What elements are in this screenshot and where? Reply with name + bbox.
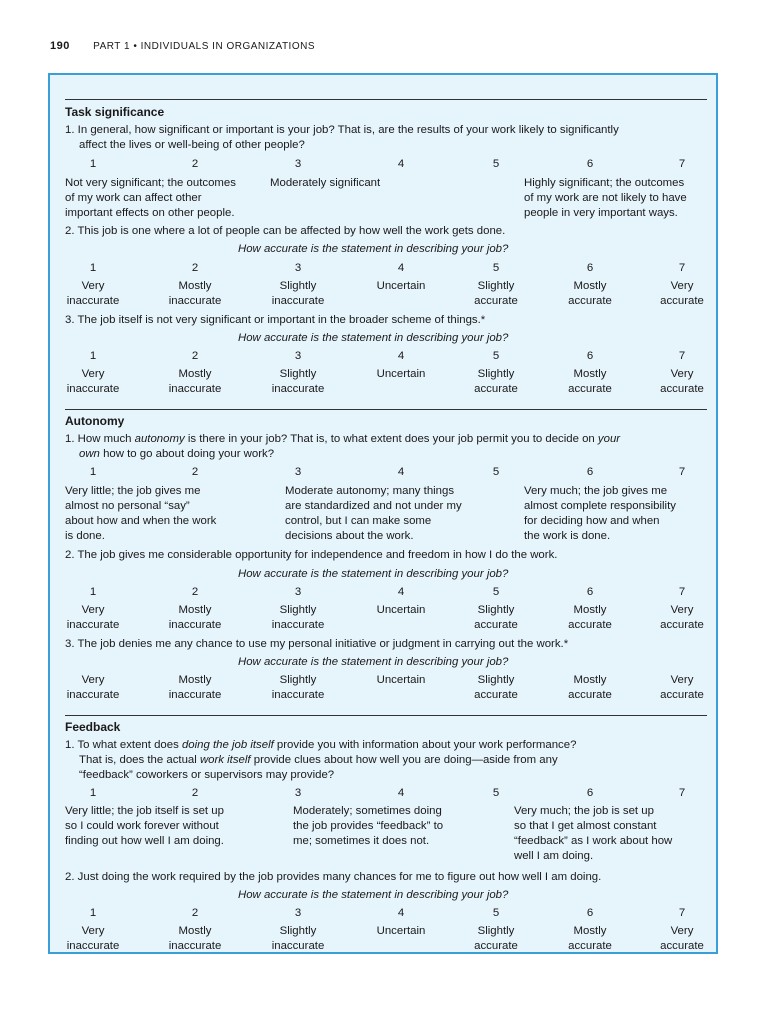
accuracy-label: Uncertain: [376, 925, 426, 937]
accuracy-prompt: How accurate is the statement in describing your job?: [238, 889, 509, 901]
accuracy-label: Mostly: [573, 368, 607, 380]
scale-number: 6: [586, 907, 594, 919]
scale-number: 4: [397, 262, 405, 274]
question-text: own how to go about doing your work?: [79, 448, 275, 460]
accuracy-label: Uncertain: [376, 674, 426, 686]
scale-number: 6: [586, 466, 594, 478]
scale-number: 3: [294, 350, 302, 362]
accuracy-label: accurate: [660, 295, 704, 307]
anchor-right: Very much; the job is set up so that I get almost constant “feedback” as I work about how well I am doing.: [514, 805, 673, 862]
scale-number: 1: [89, 350, 97, 362]
accuracy-label: accurate: [660, 940, 704, 952]
scale-number: 4: [397, 907, 405, 919]
accuracy-label: Very: [81, 674, 105, 686]
scale-number: 7: [678, 158, 686, 170]
scale-number: 4: [397, 586, 405, 598]
scale-number: 1: [89, 466, 97, 478]
anchor-middle: Moderate autonomy; many things are standardized and not under my control, but I can make some decisions about the work.: [285, 485, 462, 542]
accuracy-label: Very: [81, 368, 105, 380]
accuracy-label: inaccurate: [168, 940, 222, 952]
accuracy-label: accurate: [660, 619, 704, 631]
scale-number: 1: [89, 586, 97, 598]
scale-number: 2: [191, 466, 199, 478]
accuracy-label: inaccurate: [66, 295, 120, 307]
accuracy-label: Slightly: [477, 925, 515, 937]
accuracy-label: Slightly: [477, 368, 515, 380]
scale-number: 6: [586, 350, 594, 362]
accuracy-label: Mostly: [178, 280, 212, 292]
part-title: PART 1 • INDIVIDUALS IN ORGANIZATIONS: [93, 41, 315, 52]
accuracy-label: inaccurate: [168, 689, 222, 701]
scale-number: 3: [294, 262, 302, 274]
accuracy-label: Uncertain: [376, 280, 426, 292]
accuracy-label: Very: [81, 925, 105, 937]
accuracy-label: inaccurate: [168, 619, 222, 631]
scale-number: 2: [191, 350, 199, 362]
accuracy-label: accurate: [568, 619, 612, 631]
scale-number: 3: [294, 907, 302, 919]
scale-number: 3: [294, 787, 302, 799]
accuracy-label: Slightly: [477, 280, 515, 292]
section-divider: [65, 715, 707, 716]
accuracy-label: Very: [81, 280, 105, 292]
question-text: 3. The job denies me any chance to use my personal initiative or judgment in carrying out the work.*: [65, 638, 569, 650]
accuracy-label: Slightly: [477, 604, 515, 616]
accuracy-label: accurate: [568, 295, 612, 307]
scale-number: 7: [678, 350, 686, 362]
accuracy-label: Very: [670, 925, 694, 937]
accuracy-label: Mostly: [178, 674, 212, 686]
accuracy-label: Uncertain: [376, 604, 426, 616]
scale-number: 6: [586, 586, 594, 598]
scale-number: 4: [397, 158, 405, 170]
accuracy-label: accurate: [660, 689, 704, 701]
accuracy-label: Slightly: [279, 368, 317, 380]
accuracy-label: accurate: [568, 689, 612, 701]
scale-number: 4: [397, 466, 405, 478]
section-heading-autonomy: Autonomy: [65, 414, 125, 428]
scale-number: 4: [397, 787, 405, 799]
question-text: 3. The job itself is not very significant or important in the broader scheme of things.*: [65, 314, 486, 326]
scale-number: 5: [492, 787, 500, 799]
scale-number: 5: [492, 350, 500, 362]
anchor-middle: Moderately significant: [270, 177, 381, 189]
accuracy-label: accurate: [474, 940, 518, 952]
section-heading-feedback: Feedback: [65, 720, 121, 734]
scale-number: 5: [492, 907, 500, 919]
questionnaire-box: [48, 73, 718, 954]
scale-number: 5: [492, 466, 500, 478]
scale-number: 3: [294, 466, 302, 478]
accuracy-label: accurate: [474, 295, 518, 307]
scale-number: 5: [492, 262, 500, 274]
accuracy-label: inaccurate: [271, 383, 325, 395]
accuracy-label: Mostly: [573, 674, 607, 686]
accuracy-label: Mostly: [178, 368, 212, 380]
scale-number: 6: [586, 158, 594, 170]
scale-number: 7: [678, 586, 686, 598]
accuracy-label: Mostly: [573, 925, 607, 937]
accuracy-prompt: How accurate is the statement in describing your job?: [238, 656, 509, 668]
scale-number: 6: [586, 787, 594, 799]
accuracy-label: accurate: [474, 619, 518, 631]
section-heading-task-significance: Task significance: [65, 105, 165, 119]
question-text: 1. To what extent does doing the job itself provide you with information about your work performance?: [65, 739, 577, 751]
section-divider: [65, 99, 707, 100]
accuracy-prompt: How accurate is the statement in describing your job?: [238, 243, 509, 255]
accuracy-label: inaccurate: [271, 940, 325, 952]
scale-number: 7: [678, 787, 686, 799]
question-text: 1. How much autonomy is there in your job? That is, to what extent does your job permit you to decide on your: [65, 433, 621, 445]
accuracy-label: accurate: [474, 689, 518, 701]
anchor-middle: Moderately; sometimes doing the job provides “feedback” to me; sometimes it does not.: [293, 805, 444, 847]
anchor-left: Very little; the job itself is set up so I could work forever without finding out how well I am doing.: [65, 805, 224, 847]
anchor-right: Very much; the job gives me almost complete responsibility for deciding how and when the work is done.: [524, 485, 676, 542]
scale-number: 2: [191, 787, 199, 799]
anchor-left: Very little; the job gives me almost no personal “say” about how and when the work is done.: [65, 485, 217, 542]
scale-number: 7: [678, 262, 686, 274]
scale-number: 5: [492, 586, 500, 598]
scale-number: 3: [294, 586, 302, 598]
accuracy-prompt: How accurate is the statement in describing your job?: [238, 332, 509, 344]
accuracy-label: accurate: [568, 383, 612, 395]
question-text: 1. In general, how significant or important is your job? That is, are the results of your work likely to significantly: [65, 124, 619, 136]
question-text: That is, does the actual work itself provide clues about how well you are doing—aside from any: [79, 754, 558, 766]
accuracy-label: Slightly: [279, 674, 317, 686]
accuracy-label: inaccurate: [168, 383, 222, 395]
accuracy-label: Slightly: [279, 604, 317, 616]
accuracy-label: Mostly: [178, 604, 212, 616]
section-divider: [65, 409, 707, 410]
scale-number: 2: [191, 262, 199, 274]
scale-number: 5: [492, 158, 500, 170]
scale-number: 7: [678, 466, 686, 478]
accuracy-label: Slightly: [279, 280, 317, 292]
accuracy-label: Slightly: [477, 674, 515, 686]
accuracy-label: Very: [670, 604, 694, 616]
accuracy-label: Very: [81, 604, 105, 616]
accuracy-label: Mostly: [178, 925, 212, 937]
accuracy-label: Very: [670, 674, 694, 686]
accuracy-label: accurate: [474, 383, 518, 395]
accuracy-label: inaccurate: [66, 619, 120, 631]
scale-number: 3: [294, 158, 302, 170]
accuracy-label: inaccurate: [271, 619, 325, 631]
scale-number: 1: [89, 262, 97, 274]
question-text: affect the lives or well-being of other people?: [79, 139, 305, 151]
accuracy-label: Mostly: [573, 280, 607, 292]
accuracy-label: Slightly: [279, 925, 317, 937]
accuracy-label: inaccurate: [271, 295, 325, 307]
anchor-left: Not very significant; the outcomes of my work can affect other important effects on other people.: [65, 177, 236, 219]
scale-number: 2: [191, 586, 199, 598]
accuracy-label: Mostly: [573, 604, 607, 616]
scale-number: 4: [397, 350, 405, 362]
accuracy-label: inaccurate: [66, 383, 120, 395]
accuracy-prompt: How accurate is the statement in describing your job?: [238, 568, 509, 580]
scale-number: 1: [89, 158, 97, 170]
scale-number: 2: [191, 907, 199, 919]
accuracy-label: inaccurate: [168, 295, 222, 307]
accuracy-label: inaccurate: [66, 689, 120, 701]
scale-number: 6: [586, 262, 594, 274]
question-text: 2. The job gives me considerable opportunity for independence and freedom in how I do the work.: [65, 549, 558, 561]
page-number: 190: [50, 40, 70, 52]
scale-number: 7: [678, 907, 686, 919]
scale-number: 1: [89, 907, 97, 919]
accuracy-label: inaccurate: [66, 940, 120, 952]
accuracy-label: Very: [670, 280, 694, 292]
accuracy-label: accurate: [660, 383, 704, 395]
question-text: 2. This job is one where a lot of people can be affected by how well the work gets done.: [65, 225, 506, 237]
accuracy-label: inaccurate: [271, 689, 325, 701]
page-header: [50, 40, 315, 52]
question-text: “feedback” coworkers or supervisors may provide?: [79, 769, 335, 781]
scale-number: 2: [191, 158, 199, 170]
accuracy-label: Uncertain: [376, 368, 426, 380]
anchor-right: Highly significant; the outcomes of my work are not likely to have people in very important ways.: [524, 177, 687, 219]
question-text: 2. Just doing the work required by the job provides many chances for me to figure out how well I am doing.: [65, 871, 602, 883]
accuracy-label: accurate: [568, 940, 612, 952]
scale-number: 1: [89, 787, 97, 799]
accuracy-label: Very: [670, 368, 694, 380]
